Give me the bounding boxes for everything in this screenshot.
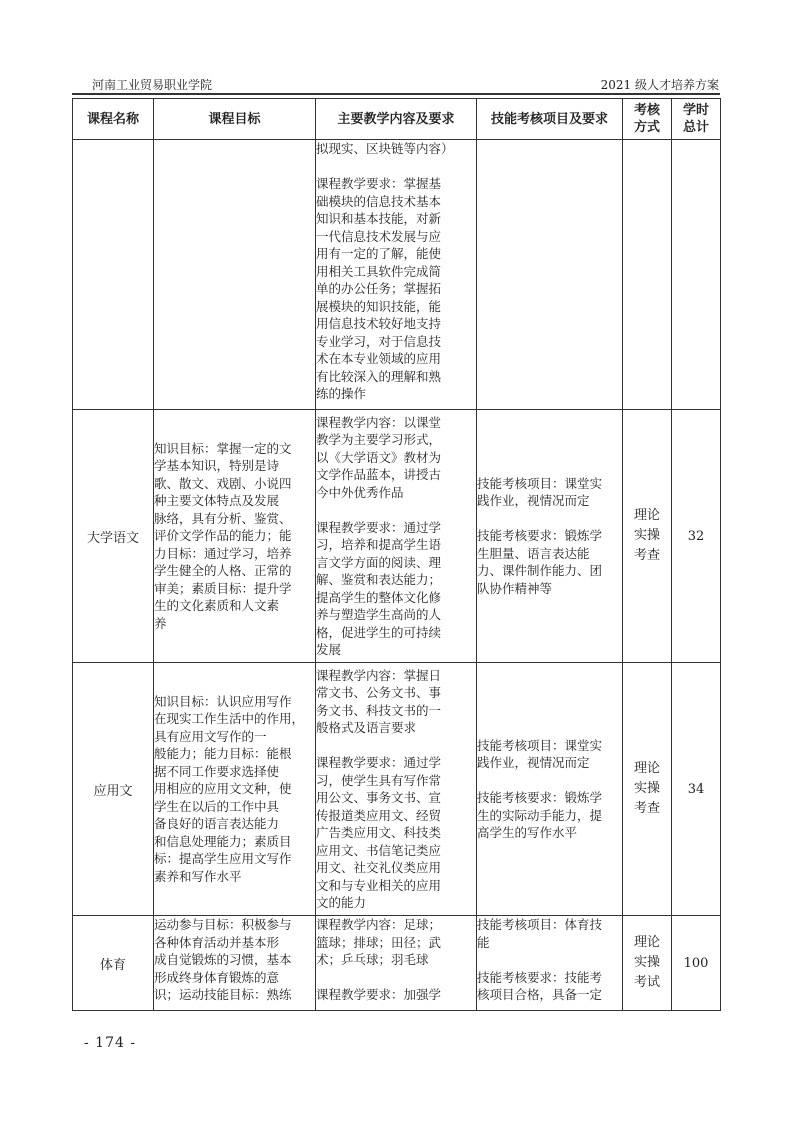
course-hours: 32 [672,410,721,663]
course-assessment: 理论 实操 考查 [623,410,672,663]
header-rule [72,93,720,95]
col-header-course-name: 课程名称 [73,99,154,140]
course-goal: 知识目标：认识应用写作 在现实工作生活中的作用， 具有应用文写作的一 般能力；能力目标：能根 据不同工作要求选择使 用相应的应用文文种，使 学生在以后的工作中具 备良好的语言表达能力 和信息处理能力；素质目 标：提高学生应用文写作 素养和写作水平 [154,663,316,916]
header-document-title: 2021 级人才培养方案 [600,78,719,92]
course-content: 拟现实、区块链等内容） 课程教学要求：掌握基 础模块的信息技术基本 知识和基本技能，对新 一代信息技术发展与应 用有一定的了解，能使 用相关工具软件完成简 单的办公任务；掌握拓 展模块的知识技能，能 用信息技术较好地支持 专业学习，对于信息技 术在本专业领域的应用 有比较深入的理解和熟 练的操作 [316,140,477,410]
course-assessment: 理论 实操 考试 [623,916,672,1011]
course-hours [672,140,721,410]
course-name: 体育 [73,916,154,1011]
course-skill [477,140,623,410]
page-header [92,76,719,94]
course-skill: 技能考核项目：课堂实 践作业，视情况而定 技能考核要求：锻炼学 生胆量、语言表达能 力、课件制作能力、团 队协作精神等 [477,410,623,663]
course-goal: 运动参与目标：积极参与 各种体育活动并基本形 成自觉锻炼的习惯，基本 形成终身体育锻炼的意 识；运动技能目标：熟练 [154,916,316,1011]
header-school-name: 河南工业贸易职业学院 [92,78,213,92]
course-name: 应用文 [73,663,154,916]
course-skill: 技能考核项目：课堂实 践作业，视情况而定 技能考核要求：锻炼学 生的实际动手能力，提 高学生的写作水平 [477,663,623,916]
table-row [73,916,721,1011]
course-hours: 34 [672,663,721,916]
course-name: 大学语文 [73,410,154,663]
col-header-hours: 学时 总计 [672,99,721,140]
col-header-skill: 技能考核项目及要求 [477,99,623,140]
course-name [73,140,154,410]
course-content: 课程教学内容：足球； 篮球；排球；田径；武 术；乒乓球；羽毛球 课程教学要求：加强学 [316,916,477,1011]
course-goal [154,140,316,410]
course-content: 课程教学内容：以课堂 教学为主要学习形式， 以《大学语文》教材为 文学作品蓝本，讲授古 今中外优秀作品 课程教学要求：通过学 习，培养和提高学生语 言文学方面的阅读、理 解、鉴赏和表达能力； 提高学生的整体文化修 养与塑造学生高尚的人 格，促进学生的可持续 发展 [316,410,477,663]
course-hours: 100 [672,916,721,1011]
table-row [73,663,721,916]
table-row [73,410,721,663]
col-header-course-goal: 课程目标 [154,99,316,140]
course-skill: 技能考核项目：体育技 能 技能考核要求：技能考 核项目合格，具备一定 [477,916,623,1011]
course-table [72,98,721,1011]
table-header-row [73,99,721,140]
course-assessment [623,140,672,410]
col-header-assessment: 考核 方式 [623,99,672,140]
course-content: 课程教学内容：掌握日 常文书、公务文书、事 务文书、科技文书的一 般格式及语言要求 课程教学要求：通过学 习，使学生具有写作常 用公文、事务文书、宣 传报道类应用文、经贸 广告类应用文、科技类 应用文、书信笔记类应 用文、社交礼仪类应用 文和与专业相关的应用 文的能力 [316,663,477,916]
course-assessment: 理论 实操 考查 [623,663,672,916]
col-header-content: 主要教学内容及要求 [316,99,477,140]
table-row [73,140,721,410]
page-number: - 174 - [84,1035,137,1051]
course-goal: 知识目标：掌握一定的文 学基本知识，特别是诗 歌、散文、戏剧、小说四 种主要文体特点及发展 脉络，具有分析、鉴赏、 评价文学作品的能力；能 力目标：通过学习，培养 学生健全的人格、正常的 审美；素质目标：提升学 生的文化素质和人文素 养 [154,410,316,663]
